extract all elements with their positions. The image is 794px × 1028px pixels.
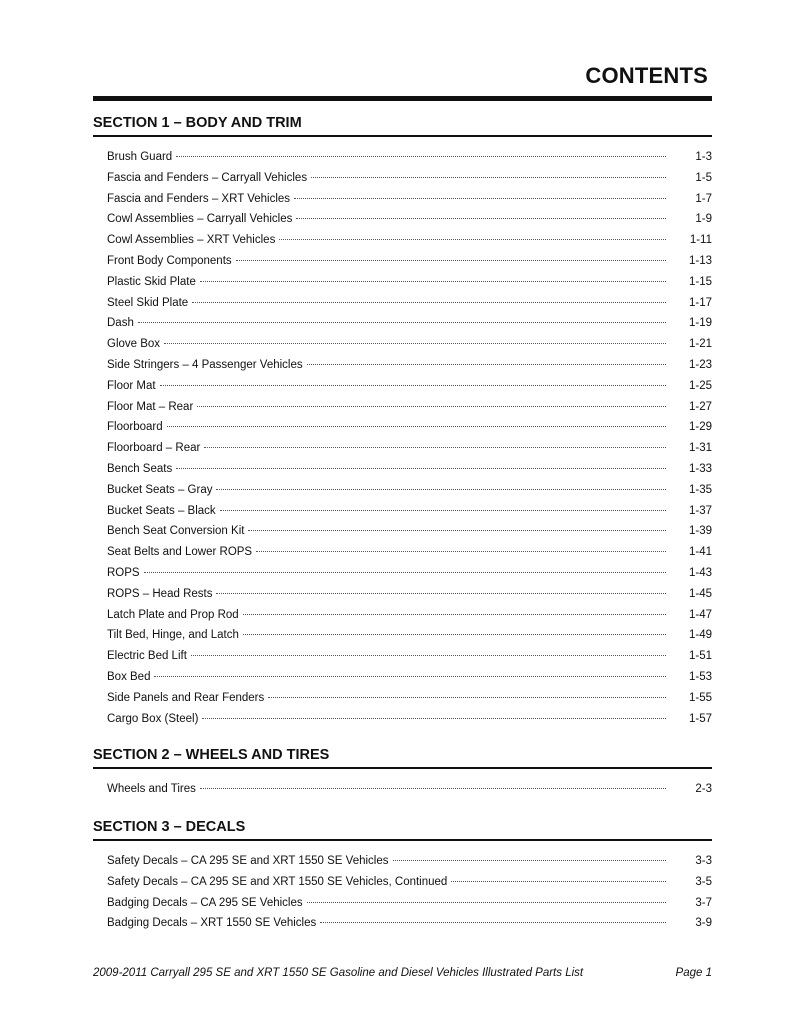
toc-entry-page: 1-51 bbox=[688, 650, 712, 663]
toc-entry[interactable] bbox=[93, 459, 712, 480]
toc-entry[interactable] bbox=[93, 168, 712, 189]
section-2 bbox=[93, 745, 712, 800]
dot-leader bbox=[196, 284, 712, 285]
toc-entry[interactable] bbox=[93, 376, 712, 397]
toc-entry[interactable] bbox=[93, 851, 712, 872]
toc-entry-label: Bucket Seats – Gray bbox=[107, 483, 213, 496]
page-title: CONTENTS bbox=[585, 63, 708, 88]
dot-leader bbox=[198, 721, 712, 722]
section-3 bbox=[93, 817, 712, 934]
dot-leader bbox=[163, 429, 712, 430]
dot-leader bbox=[172, 471, 712, 472]
dot-leader bbox=[232, 263, 712, 264]
section-rule bbox=[93, 135, 712, 137]
toc-entry[interactable] bbox=[93, 272, 712, 293]
dot-leader bbox=[212, 492, 712, 493]
dot-leader bbox=[188, 305, 712, 306]
toc-entry-label: Safety Decals – CA 295 SE and XRT 1550 SE Vehicles, Continued bbox=[107, 875, 448, 888]
dot-leader bbox=[187, 658, 712, 659]
toc-entry-page: 1-29 bbox=[688, 421, 712, 434]
toc-entry[interactable] bbox=[93, 501, 712, 522]
toc-entry-label: Cowl Assemblies – Carryall Vehicles bbox=[107, 213, 293, 226]
dot-leader bbox=[239, 637, 712, 638]
toc-entry-page: 1-41 bbox=[688, 546, 712, 559]
toc-entry-page: 1-9 bbox=[695, 213, 712, 226]
toc-entry-label: Seat Belts and Lower ROPS bbox=[107, 546, 253, 559]
toc-entry[interactable] bbox=[93, 189, 712, 210]
toc-entry[interactable] bbox=[93, 779, 712, 800]
dot-leader bbox=[447, 884, 712, 885]
toc-entry-label: Cowl Assemblies – XRT Vehicles bbox=[107, 234, 276, 247]
toc-list bbox=[93, 779, 712, 800]
toc-entry-label: Plastic Skid Plate bbox=[107, 275, 196, 288]
toc-entry-label: Brush Guard bbox=[107, 151, 173, 163]
toc-entry-page: 2-3 bbox=[695, 783, 712, 795]
dot-leader bbox=[140, 575, 712, 576]
section-heading: SECTION 1 – BODY AND TRIM bbox=[93, 115, 302, 131]
toc-entry-page: 1-31 bbox=[688, 442, 712, 455]
toc-entry-label: Side Stringers – 4 Passenger Vehicles bbox=[107, 358, 303, 371]
toc-entry-label: Fascia and Fenders – Carryall Vehicles bbox=[107, 171, 308, 184]
dot-leader bbox=[239, 617, 712, 618]
toc-entry-page: 1-57 bbox=[688, 712, 712, 725]
toc-entry-page: 1-45 bbox=[688, 587, 712, 600]
dot-leader bbox=[290, 201, 712, 202]
toc-entry-page: 1-15 bbox=[688, 275, 712, 288]
toc-entry-label: Fascia and Fenders – XRT Vehicles bbox=[107, 192, 291, 205]
toc-entry[interactable] bbox=[93, 334, 712, 355]
toc-entry-page: 3-7 bbox=[695, 896, 712, 909]
dot-leader bbox=[275, 242, 712, 243]
toc-entry-label: ROPS bbox=[107, 566, 140, 579]
toc-entry-page: 1-23 bbox=[688, 358, 712, 371]
toc-entry-page: 1-13 bbox=[688, 254, 712, 267]
toc-entry-label: Cargo Box (Steel) bbox=[107, 712, 199, 725]
toc-entry-page: 1-19 bbox=[688, 317, 712, 330]
dot-leader bbox=[216, 513, 712, 514]
toc-entry[interactable] bbox=[93, 625, 712, 646]
dot-leader bbox=[244, 533, 712, 534]
toc-entry-page: 1-43 bbox=[688, 566, 712, 579]
toc-entry-page: 3-5 bbox=[695, 875, 712, 888]
toc-entry[interactable] bbox=[93, 542, 712, 563]
toc-entry-page: 1-39 bbox=[688, 525, 712, 538]
toc-entry-page: 1-37 bbox=[688, 504, 712, 517]
toc-entry[interactable] bbox=[93, 480, 712, 501]
section-rule bbox=[93, 839, 712, 841]
toc-entry-label: Wheels and Tires bbox=[107, 783, 196, 795]
toc-entry-label: ROPS – Head Rests bbox=[107, 587, 213, 600]
toc-entry-page: 1-11 bbox=[689, 234, 712, 247]
toc-entry[interactable] bbox=[93, 355, 712, 376]
toc-entry-page: 1-55 bbox=[688, 691, 712, 704]
dot-leader bbox=[193, 409, 712, 410]
toc-entry-label: Front Body Components bbox=[107, 254, 232, 267]
dot-leader bbox=[292, 221, 712, 222]
toc-entry-label: Floor Mat bbox=[107, 379, 156, 392]
dot-leader bbox=[134, 325, 712, 326]
section-heading: SECTION 2 – WHEELS AND TIRES bbox=[93, 747, 330, 763]
dot-leader bbox=[389, 863, 713, 864]
dot-leader bbox=[252, 554, 712, 555]
toc-entry[interactable] bbox=[93, 667, 712, 688]
toc-entry-label: Box Bed bbox=[107, 670, 151, 683]
dot-leader bbox=[160, 346, 712, 347]
toc-entry-page: 1-7 bbox=[695, 192, 712, 205]
footer-text: 2009-2011 Carryall 295 SE and XRT 1550 SE Gasoline and Diesel Vehicles Illustrated Parts List bbox=[93, 967, 584, 979]
toc-entry[interactable] bbox=[93, 646, 712, 667]
toc-entry-label: Tilt Bed, Hinge, and Latch bbox=[107, 629, 239, 642]
toc-entry-page: 1-17 bbox=[688, 296, 712, 309]
toc-entry[interactable] bbox=[93, 313, 712, 334]
toc-entry-page: 3-3 bbox=[695, 855, 712, 867]
toc-entry[interactable] bbox=[93, 913, 712, 934]
toc-entry[interactable] bbox=[93, 397, 712, 418]
dot-leader bbox=[200, 450, 712, 451]
toc-entry-label: Bench Seats bbox=[107, 462, 173, 475]
toc-entry-page: 3-9 bbox=[695, 917, 712, 930]
toc-entry-page: 1-33 bbox=[688, 462, 712, 475]
dot-leader bbox=[156, 388, 712, 389]
toc-entry-label: Side Panels and Rear Fenders bbox=[107, 691, 265, 704]
dot-leader bbox=[172, 159, 712, 160]
toc-entry[interactable] bbox=[93, 293, 712, 314]
toc-entry-page: 1-35 bbox=[688, 483, 712, 496]
toc-entry[interactable] bbox=[93, 605, 712, 626]
footer-page-number: Page 1 bbox=[675, 967, 712, 979]
dot-leader bbox=[303, 905, 712, 906]
dot-leader bbox=[150, 679, 712, 680]
toc-entry-label: Floorboard – Rear bbox=[107, 442, 201, 455]
toc-entry[interactable] bbox=[93, 584, 712, 605]
toc-entry-label: Latch Plate and Prop Rod bbox=[107, 608, 239, 621]
toc-entry-label: Steel Skid Plate bbox=[107, 296, 189, 309]
section-1 bbox=[93, 113, 712, 729]
toc-entry[interactable] bbox=[93, 521, 712, 542]
toc-entry-label: Floorboard bbox=[107, 421, 163, 434]
toc-entry-label: Floor Mat – Rear bbox=[107, 400, 194, 413]
toc-entry-page: 1-27 bbox=[688, 400, 712, 413]
toc-entry-page: 1-49 bbox=[688, 629, 712, 642]
dot-leader bbox=[316, 925, 712, 926]
toc-entry-page: 1-21 bbox=[688, 338, 712, 351]
toc-entry[interactable] bbox=[93, 230, 712, 251]
toc-list bbox=[93, 147, 712, 729]
toc-entry[interactable] bbox=[93, 709, 712, 730]
toc-entry[interactable] bbox=[93, 893, 712, 914]
toc-entry-label: Electric Bed Lift bbox=[107, 650, 187, 663]
toc-entry-page: 1-3 bbox=[695, 151, 712, 163]
dot-leader bbox=[303, 367, 712, 368]
toc-entry-label: Badging Decals – XRT 1550 SE Vehicles bbox=[107, 917, 317, 930]
toc-entry[interactable] bbox=[93, 209, 712, 230]
toc-entry-label: Glove Box bbox=[107, 338, 161, 351]
toc-entry[interactable] bbox=[93, 438, 712, 459]
dot-leader bbox=[307, 180, 712, 181]
dot-leader bbox=[196, 791, 712, 792]
section-heading: SECTION 3 – DECALS bbox=[93, 819, 246, 835]
dot-leader bbox=[212, 596, 712, 597]
toc-entry-page: 1-5 bbox=[695, 171, 712, 184]
dot-leader bbox=[264, 700, 712, 701]
page-footer bbox=[93, 967, 712, 979]
section-rule bbox=[93, 767, 712, 769]
toc-entry-label: Bench Seat Conversion Kit bbox=[107, 525, 245, 538]
toc-list bbox=[93, 851, 712, 934]
toc-entry[interactable] bbox=[93, 147, 712, 168]
toc-entry-page: 1-53 bbox=[688, 670, 712, 683]
toc-entry-label: Dash bbox=[107, 317, 134, 330]
toc-entry-page: 1-25 bbox=[688, 379, 712, 392]
toc-entry[interactable] bbox=[93, 688, 712, 709]
title-rule bbox=[93, 96, 712, 101]
toc-entry-label: Badging Decals – CA 295 SE Vehicles bbox=[107, 896, 303, 909]
toc-entry[interactable] bbox=[93, 251, 712, 272]
toc-entry[interactable] bbox=[93, 563, 712, 584]
toc-entry-page: 1-47 bbox=[688, 608, 712, 621]
toc-entry[interactable] bbox=[93, 417, 712, 438]
toc-entry-label: Bucket Seats – Black bbox=[107, 504, 216, 517]
toc-entry-label: Safety Decals – CA 295 SE and XRT 1550 SE Vehicles bbox=[107, 855, 389, 867]
toc-entry[interactable] bbox=[93, 872, 712, 893]
